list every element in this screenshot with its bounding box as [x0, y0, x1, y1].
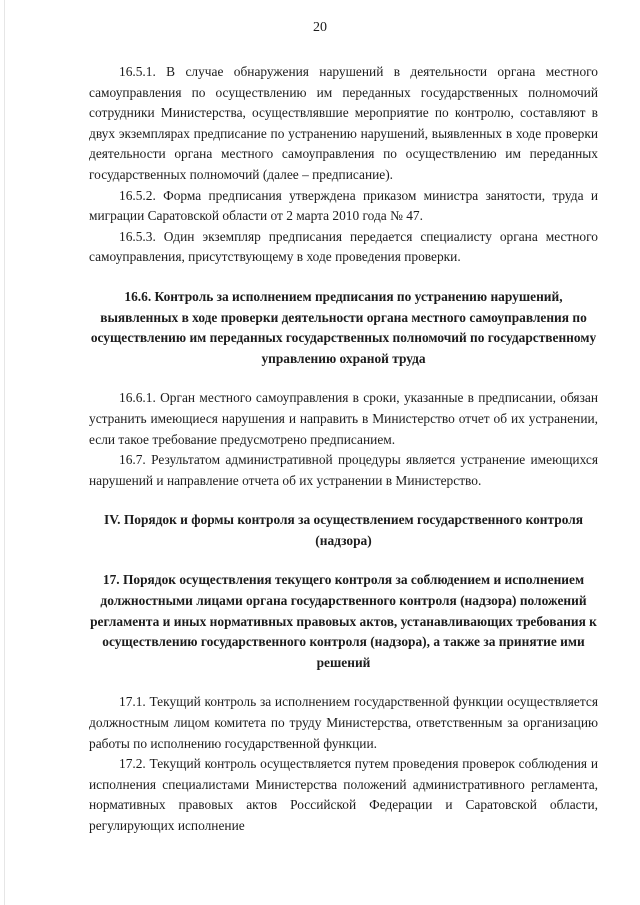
section-heading-16-6: 16.6. Контроль за исполнением предписания по устранению нарушений, выявленных в ходе проверки деятельности органа местного самоуправления по осуществлению им переданных государственных полномочий по государственному управлению охраной труда: [90, 288, 597, 366]
paragraph-16-7: 16.7. Результатом административной процедуры является устранение имеющихся нарушений и направление отчета об их устранении в Министерство.: [89, 452, 598, 488]
chapter-heading-iv: IV. Порядок и формы контроля за осуществлением государственного контроля (надзора): [103, 512, 583, 548]
section-heading-17: 17. Порядок осуществления текущего контроля за соблюдением и исполнением должностными лицами органа государственного контроля (надзора) положений регламента и иных нормативных правовых актов, устанавливающих требования к осуществлению государственного контроля (надзора), а также за принятие ими решений: [90, 572, 597, 670]
paragraph-16-5-3: 16.5.3. Один экземпляр предписания передается специалисту органа местного самоуправления, присутствующему в ходе проведения проверки.: [89, 228, 598, 265]
document-body: [89, 62, 598, 837]
scan-edge-line: [4, 0, 5, 905]
paragraph-16-5-1: 16.5.1. В случае обнаружения нарушений в деятельности органа местного самоуправления по осуществлению им переданных государственных полномочий сотрудники Министерства, осуществлявшие мероприятие по контролю, составляют в двух экземплярах предписание по устранению нарушений, выявленных в ходе проверки деятельности органа местного самоуправления по осуществлению им переданных государственных полномочий (далее – предписание).: [89, 64, 598, 182]
paragraph-16-5-2: 16.5.2. Форма предписания утверждена приказом министра занятости, труда и миграции Саратовской области от 2 марта 2010 года № 47.: [89, 187, 598, 224]
paragraph-17-2: 17.2. Текущий контроль осуществляется путем проведения проверок соблюдения и исполнения специалистами Министерства положений административного регламента, нормативных правовых актов Российской Федерации и Саратовской области, регулирующих исполнение: [89, 756, 598, 833]
paragraph-16-6-1: 16.6.1. Орган местного самоуправления в сроки, указанные в предписании, обязан устранить имеющиеся нарушения и направить в Министерство отчет об их устранении, если такое требование предусмотрено предписанием.: [89, 390, 598, 447]
paragraph-17-1: 17.1. Текущий контроль за исполнением государственной функции осуществляется должностным лицом комитета по труду Министерства, ответственным за организацию работы по исполнению государственной функции.: [89, 694, 598, 751]
page-number: 20: [313, 20, 327, 35]
